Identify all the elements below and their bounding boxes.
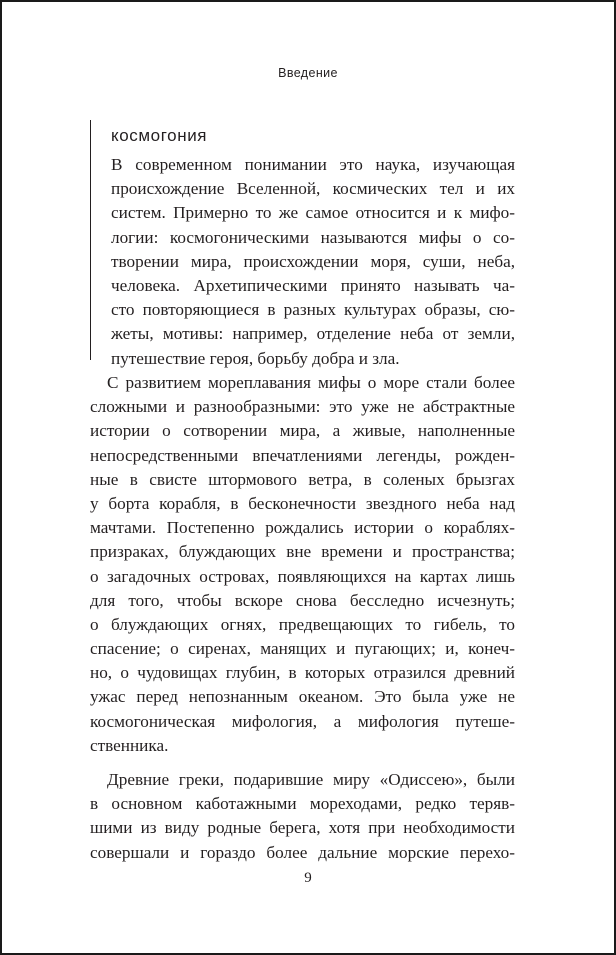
text-line: космогоническая мифология, а мифология путеше-: [90, 711, 515, 731]
text-line: шими из виду родные берега, хотя при необходимости: [90, 818, 515, 838]
sidebar-line: творении мира, происхождении моря, суши, неба,: [111, 251, 515, 271]
text-line: истории о сотворении мира, а живые, наполненные: [90, 421, 515, 441]
text-line: для того, чтобы вскоре снова бесследно исчезнуть;: [90, 590, 515, 610]
sidebar-line: В современном понимании это наука, изучающая: [111, 155, 515, 174]
text-line: ственника.: [90, 735, 169, 755]
text-line: ужас перед непознанным океаном. Это была уже не: [90, 687, 515, 707]
sidebar-line: путешествие героя, борьбу добра и зла.: [111, 348, 400, 368]
term-sidebar: [90, 120, 515, 368]
text-line: в основном каботажными мореходами, редко теряв-: [90, 794, 515, 814]
running-head: Введение: [278, 66, 338, 80]
sidebar-line: жеты, мотивы: например, отделение неба от земли,: [111, 324, 515, 344]
sidebar-line: систем. Примерно то же самое относится и к мифо-: [111, 203, 515, 223]
text-line: призраках, блуждающих вне времени и пространства;: [90, 542, 515, 562]
text-line: спасение; о сиренах, манящих и пугающих; и, конеч-: [90, 639, 515, 659]
sidebar-line: сто повторяющиеся в разных культурах образы, сю-: [111, 300, 515, 320]
text-line: ные в свисте штормового ветра, в соленых брызгах: [90, 469, 515, 489]
paragraph: [90, 768, 515, 865]
text-line: у борта корабля, в бесконечности звездного неба над: [90, 493, 515, 513]
text-line: мачтами. Постепенно рождались истории о кораблях-: [90, 518, 515, 538]
body-text: [90, 371, 515, 865]
paragraph-gap: [90, 758, 515, 768]
text-line: но, о чудовищах глубин, в которых отразился древний: [90, 663, 515, 683]
sidebar-line: человека. Архетипическими принято называть ча-: [111, 276, 515, 296]
text-line: совершали и гораздо более дальние морские перехо-: [90, 842, 515, 862]
text-line: о загадочных островах, появляющихся на картах лишь: [90, 566, 515, 586]
sidebar-definition: [111, 153, 515, 371]
text-line: о блуждающих огнях, предвещающих то гибель, то: [90, 614, 515, 634]
text-line: сложными и разнообразными: это уже не абстрактные: [90, 397, 515, 417]
text-line: С развитием мореплавания мифы о море стали более: [107, 373, 515, 392]
page-number: 9: [304, 870, 312, 886]
sidebar-line: происхождение Вселенной, космических тел и их: [111, 179, 515, 199]
paragraph: [90, 371, 515, 758]
sidebar-term: космогония: [111, 126, 208, 145]
text-line: непосредственными впечатлениями легенды, рожден-: [90, 445, 515, 465]
text-line: Древние греки, подарившие миру «Одиссею», были: [107, 770, 515, 789]
sidebar-line: логии: космогоническими называются мифы о со-: [111, 227, 515, 247]
